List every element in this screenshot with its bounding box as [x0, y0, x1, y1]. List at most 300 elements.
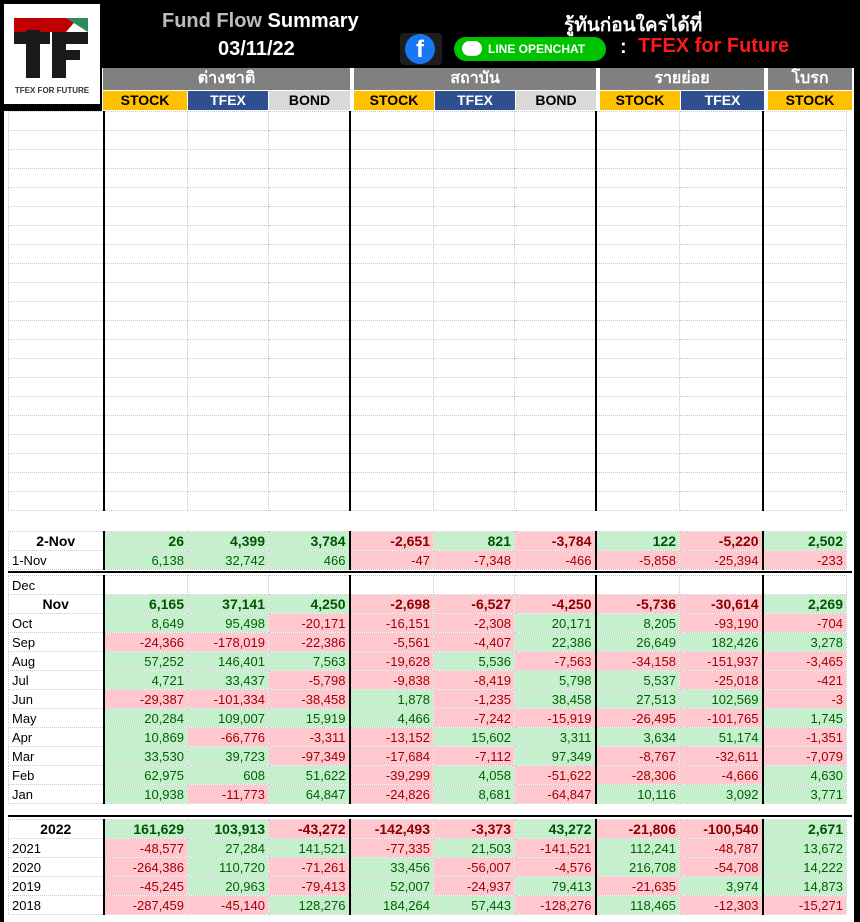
- empty-cell: [9, 283, 104, 302]
- empty-cell: [680, 169, 763, 188]
- empty-cell: [515, 169, 596, 188]
- monthly-row: [9, 614, 847, 633]
- flow-value: 4,058: [434, 766, 515, 785]
- empty-cell: [104, 454, 188, 473]
- flow-value: -21,806: [596, 820, 680, 839]
- empty-cell: [680, 416, 763, 435]
- empty-cell: [434, 397, 515, 416]
- empty-cell: [763, 359, 847, 378]
- empty-row: [9, 397, 847, 416]
- row-label: 2018: [9, 896, 104, 915]
- flow-value: -54,708: [680, 858, 763, 877]
- empty-cell: [434, 245, 515, 264]
- flow-value: 14,222: [763, 858, 847, 877]
- left-border: [0, 0, 4, 922]
- flow-value: -2,651: [350, 532, 434, 551]
- empty-cell: [515, 245, 596, 264]
- flow-value: [350, 576, 434, 595]
- monthly-row: [9, 595, 847, 614]
- empty-cell: [596, 283, 680, 302]
- empty-cell: [9, 150, 104, 169]
- flow-value: 3,634: [596, 728, 680, 747]
- empty-row: [9, 112, 847, 131]
- empty-cell: [104, 150, 188, 169]
- empty-cell: [188, 283, 269, 302]
- flow-value: 2,269: [763, 595, 847, 614]
- flow-value: 141,521: [269, 839, 350, 858]
- monthly-row: [9, 728, 847, 747]
- flow-value: 32,742: [188, 551, 269, 570]
- daily-row: [9, 551, 847, 570]
- flow-value: 7,563: [269, 652, 350, 671]
- monthly-row: [9, 633, 847, 652]
- flow-value: [188, 576, 269, 595]
- flow-value: -24,937: [434, 877, 515, 896]
- empty-cell: [9, 245, 104, 264]
- empty-cell: [188, 454, 269, 473]
- flow-value: 8,205: [596, 614, 680, 633]
- flow-value: 13,672: [763, 839, 847, 858]
- flow-value: -24,826: [350, 785, 434, 804]
- empty-cell: [596, 169, 680, 188]
- empty-cell: [434, 454, 515, 473]
- flow-value: 3,784: [269, 532, 350, 551]
- flow-value: 26,649: [596, 633, 680, 652]
- empty-cell: [9, 359, 104, 378]
- empty-cell: [350, 416, 434, 435]
- empty-row: [9, 359, 847, 378]
- empty-row: [9, 454, 847, 473]
- flow-value: -6,527: [434, 595, 515, 614]
- flow-value: 8,681: [434, 785, 515, 804]
- empty-cell: [596, 454, 680, 473]
- flow-value: -28,306: [596, 766, 680, 785]
- flow-value: -25,394: [680, 551, 763, 570]
- empty-cell: [680, 226, 763, 245]
- empty-cell: [596, 188, 680, 207]
- empty-cell: [596, 302, 680, 321]
- flow-value: 27,284: [188, 839, 269, 858]
- empty-row: [9, 340, 847, 359]
- empty-cell: [434, 321, 515, 340]
- group-retail: รายย่อย: [600, 68, 764, 90]
- empty-row: [9, 435, 847, 454]
- empty-cell: [104, 435, 188, 454]
- empty-cell: [188, 397, 269, 416]
- flow-value: 5,537: [596, 671, 680, 690]
- empty-cell: [9, 169, 104, 188]
- flow-value: 122: [596, 532, 680, 551]
- empty-cell: [763, 321, 847, 340]
- row-label: Sep: [9, 633, 104, 652]
- title: [162, 10, 359, 33]
- empty-cell: [515, 340, 596, 359]
- flow-value: -25,018: [680, 671, 763, 690]
- empty-cell: [104, 378, 188, 397]
- empty-cell: [9, 112, 104, 131]
- flow-value: 161,629: [104, 820, 188, 839]
- flow-value: 102,569: [680, 690, 763, 709]
- flow-value: 33,437: [188, 671, 269, 690]
- empty-cell: [188, 150, 269, 169]
- flow-value: 4,250: [269, 595, 350, 614]
- flow-value: -26,495: [596, 709, 680, 728]
- empty-cell: [188, 492, 269, 511]
- flow-value: -15,919: [515, 709, 596, 728]
- empty-row: [9, 245, 847, 264]
- empty-cell: [9, 226, 104, 245]
- empty-cell: [434, 283, 515, 302]
- empty-cell: [188, 226, 269, 245]
- flow-value: 33,530: [104, 747, 188, 766]
- flow-value: 6,138: [104, 551, 188, 570]
- empty-cell: [680, 435, 763, 454]
- empty-cell: [104, 169, 188, 188]
- flow-value: -45,245: [104, 877, 188, 896]
- empty-cell: [104, 302, 188, 321]
- flow-value: -4,576: [515, 858, 596, 877]
- flow-value: -142,493: [350, 820, 434, 839]
- monthly-row: [9, 671, 847, 690]
- flow-value: 39,723: [188, 747, 269, 766]
- empty-cell: [763, 245, 847, 264]
- flow-value: -17,684: [350, 747, 434, 766]
- empty-cell: [350, 340, 434, 359]
- flow-value: -24,366: [104, 633, 188, 652]
- empty-cell: [104, 416, 188, 435]
- empty-cell: [596, 340, 680, 359]
- empty-row: [9, 207, 847, 226]
- empty-cell: [188, 473, 269, 492]
- empty-row: [9, 473, 847, 492]
- empty-cell: [515, 492, 596, 511]
- flow-value: 10,116: [596, 785, 680, 804]
- flow-value: -51,622: [515, 766, 596, 785]
- flow-value: 466: [269, 551, 350, 570]
- empty-cell: [104, 226, 188, 245]
- flow-value: 3,311: [515, 728, 596, 747]
- empty-cell: [104, 245, 188, 264]
- flow-value: 216,708: [596, 858, 680, 877]
- flow-value: 97,349: [515, 747, 596, 766]
- flow-value: 146,401: [188, 652, 269, 671]
- flow-value: -8,767: [596, 747, 680, 766]
- flow-value: [680, 576, 763, 595]
- empty-cell: [434, 359, 515, 378]
- empty-cell: [763, 435, 847, 454]
- empty-cell: [515, 454, 596, 473]
- empty-cell: [596, 226, 680, 245]
- empty-cell: [763, 226, 847, 245]
- flow-value: -45,140: [188, 896, 269, 915]
- flow-value: 43,272: [515, 820, 596, 839]
- flow-value: 6,165: [104, 595, 188, 614]
- flow-value: -15,271: [763, 896, 847, 915]
- empty-cell: [104, 473, 188, 492]
- empty-cell: [434, 340, 515, 359]
- empty-cell: [269, 340, 350, 359]
- empty-cell: [515, 378, 596, 397]
- empty-row: [9, 416, 847, 435]
- empty-cell: [434, 264, 515, 283]
- empty-row: [9, 283, 847, 302]
- empty-cell: [188, 131, 269, 150]
- empty-daily-grid: [8, 111, 847, 511]
- empty-cell: [9, 302, 104, 321]
- empty-cell: [188, 416, 269, 435]
- empty-cell: [269, 188, 350, 207]
- flow-value: [104, 576, 188, 595]
- empty-cell: [269, 435, 350, 454]
- empty-cell: [515, 416, 596, 435]
- flow-value: 52,007: [350, 877, 434, 896]
- empty-cell: [104, 492, 188, 511]
- facebook-icon[interactable]: f: [400, 33, 442, 65]
- empty-row: [9, 131, 847, 150]
- flow-value: -29,387: [104, 690, 188, 709]
- empty-cell: [350, 245, 434, 264]
- title-part2: Summary: [267, 10, 359, 32]
- flow-value: -20,171: [269, 614, 350, 633]
- flow-value: -5,220: [680, 532, 763, 551]
- flow-value: 821: [434, 532, 515, 551]
- flow-value: 79,413: [515, 877, 596, 896]
- empty-cell: [350, 112, 434, 131]
- empty-cell: [188, 188, 269, 207]
- flow-value: 26: [104, 532, 188, 551]
- empty-row: [9, 169, 847, 188]
- empty-cell: [515, 435, 596, 454]
- sub-institution-stock: STOCK: [354, 91, 434, 110]
- flow-value: -7,348: [434, 551, 515, 570]
- empty-cell: [680, 264, 763, 283]
- flow-value: 64,847: [269, 785, 350, 804]
- empty-cell: [515, 264, 596, 283]
- monthly-row: [9, 709, 847, 728]
- row-label: Jul: [9, 671, 104, 690]
- flow-value: -77,335: [350, 839, 434, 858]
- empty-row: [9, 188, 847, 207]
- empty-cell: [434, 112, 515, 131]
- empty-cell: [763, 207, 847, 226]
- flow-value: -13,152: [350, 728, 434, 747]
- empty-cell: [269, 454, 350, 473]
- empty-cell: [680, 321, 763, 340]
- flow-value: -466: [515, 551, 596, 570]
- empty-cell: [350, 378, 434, 397]
- flow-value: -48,787: [680, 839, 763, 858]
- sub-institution-tfex: TFEX: [435, 91, 515, 110]
- empty-cell: [515, 302, 596, 321]
- empty-cell: [104, 188, 188, 207]
- colon: :: [620, 36, 627, 58]
- empty-cell: [350, 207, 434, 226]
- empty-cell: [269, 473, 350, 492]
- flow-value: 15,919: [269, 709, 350, 728]
- empty-cell: [763, 473, 847, 492]
- flow-value: -71,261: [269, 858, 350, 877]
- flow-value: [269, 576, 350, 595]
- empty-cell: [104, 264, 188, 283]
- flow-value: -39,299: [350, 766, 434, 785]
- flow-value: -43,272: [269, 820, 350, 839]
- line-openchat-button[interactable]: [454, 37, 606, 61]
- flow-value: -21,635: [596, 877, 680, 896]
- empty-cell: [269, 112, 350, 131]
- flow-value: 22,386: [515, 633, 596, 652]
- empty-cell: [434, 207, 515, 226]
- empty-cell: [9, 264, 104, 283]
- empty-cell: [9, 416, 104, 435]
- flow-value: -421: [763, 671, 847, 690]
- empty-cell: [434, 302, 515, 321]
- monthly-row: [9, 766, 847, 785]
- empty-cell: [9, 492, 104, 511]
- empty-cell: [188, 378, 269, 397]
- empty-cell: [434, 378, 515, 397]
- daily-table: [8, 531, 847, 570]
- empty-cell: [515, 112, 596, 131]
- row-label: Mar: [9, 747, 104, 766]
- empty-cell: [9, 435, 104, 454]
- flow-value: -101,765: [680, 709, 763, 728]
- sub-foreign-bond: BOND: [269, 91, 350, 110]
- flow-value: -93,190: [680, 614, 763, 633]
- empty-cell: [269, 131, 350, 150]
- flow-value: 10,938: [104, 785, 188, 804]
- brand-name: TFEX for Future: [638, 35, 790, 57]
- empty-cell: [763, 264, 847, 283]
- flow-value: -2,308: [434, 614, 515, 633]
- flow-value: [596, 576, 680, 595]
- flow-value: 4,630: [763, 766, 847, 785]
- empty-cell: [350, 188, 434, 207]
- flow-value: -2,698: [350, 595, 434, 614]
- flow-value: -22,386: [269, 633, 350, 652]
- empty-cell: [515, 207, 596, 226]
- empty-cell: [680, 378, 763, 397]
- empty-cell: [350, 435, 434, 454]
- flow-value: 62,975: [104, 766, 188, 785]
- flow-value: 182,426: [680, 633, 763, 652]
- logo-caption: TFEX FOR FUTURE: [14, 86, 90, 95]
- monthly-table: [8, 575, 847, 804]
- line-label: LINE OPENCHAT: [488, 42, 586, 56]
- flow-value: 27,513: [596, 690, 680, 709]
- flow-value: 109,007: [188, 709, 269, 728]
- flow-value: -3,311: [269, 728, 350, 747]
- empty-cell: [350, 397, 434, 416]
- flow-value: -4,407: [434, 633, 515, 652]
- flow-value: -101,334: [188, 690, 269, 709]
- flow-value: -48,577: [104, 839, 188, 858]
- row-label: 2021: [9, 839, 104, 858]
- empty-cell: [596, 416, 680, 435]
- empty-cell: [680, 283, 763, 302]
- empty-cell: [104, 207, 188, 226]
- flow-value: -287,459: [104, 896, 188, 915]
- empty-cell: [269, 378, 350, 397]
- flow-value: -11,773: [188, 785, 269, 804]
- row-label: Jan: [9, 785, 104, 804]
- line-bubble-icon: [462, 41, 482, 56]
- empty-cell: [9, 188, 104, 207]
- monthly-row: [9, 576, 847, 595]
- empty-row: [9, 226, 847, 245]
- empty-cell: [269, 321, 350, 340]
- title-part1: Fund Flow: [162, 10, 262, 32]
- empty-cell: [596, 435, 680, 454]
- flow-value: -8,419: [434, 671, 515, 690]
- row-label: 1-Nov: [9, 551, 104, 570]
- empty-cell: [269, 302, 350, 321]
- empty-cell: [269, 150, 350, 169]
- empty-cell: [596, 321, 680, 340]
- empty-cell: [269, 416, 350, 435]
- group-institution: สถาบัน: [354, 68, 596, 90]
- flow-value: -7,112: [434, 747, 515, 766]
- empty-cell: [596, 473, 680, 492]
- monthly-row: [9, 690, 847, 709]
- empty-cell: [763, 302, 847, 321]
- flow-value: 10,869: [104, 728, 188, 747]
- empty-cell: [188, 302, 269, 321]
- empty-cell: [680, 302, 763, 321]
- empty-cell: [9, 454, 104, 473]
- flow-value: -56,007: [434, 858, 515, 877]
- yearly-row: [9, 839, 847, 858]
- empty-cell: [104, 112, 188, 131]
- section-divider: [8, 571, 852, 573]
- flow-value: 38,458: [515, 690, 596, 709]
- tagline: รู้ทันก่อนใครได้ที่: [564, 15, 703, 36]
- flow-value: -66,776: [188, 728, 269, 747]
- empty-cell: [9, 321, 104, 340]
- empty-cell: [9, 340, 104, 359]
- empty-cell: [188, 359, 269, 378]
- empty-cell: [763, 492, 847, 511]
- flow-value: 608: [188, 766, 269, 785]
- empty-row: [9, 321, 847, 340]
- yearly-row: [9, 820, 847, 839]
- empty-cell: [188, 264, 269, 283]
- flow-value: -79,413: [269, 877, 350, 896]
- row-label: Feb: [9, 766, 104, 785]
- empty-cell: [515, 359, 596, 378]
- empty-cell: [104, 321, 188, 340]
- row-label: 2-Nov: [9, 532, 104, 551]
- empty-cell: [763, 169, 847, 188]
- empty-cell: [596, 150, 680, 169]
- empty-cell: [350, 321, 434, 340]
- empty-cell: [350, 492, 434, 511]
- flow-value: -1,351: [763, 728, 847, 747]
- sub-retail-tfex: TFEX: [681, 91, 764, 110]
- empty-cell: [680, 492, 763, 511]
- flow-value: 1,878: [350, 690, 434, 709]
- row-label: Nov: [9, 595, 104, 614]
- empty-cell: [763, 378, 847, 397]
- flow-value: -7,079: [763, 747, 847, 766]
- section-divider: [8, 815, 852, 817]
- empty-cell: [596, 112, 680, 131]
- empty-cell: [350, 302, 434, 321]
- empty-cell: [515, 131, 596, 150]
- empty-cell: [515, 226, 596, 245]
- flow-value: -38,458: [269, 690, 350, 709]
- yearly-row: [9, 877, 847, 896]
- empty-cell: [9, 378, 104, 397]
